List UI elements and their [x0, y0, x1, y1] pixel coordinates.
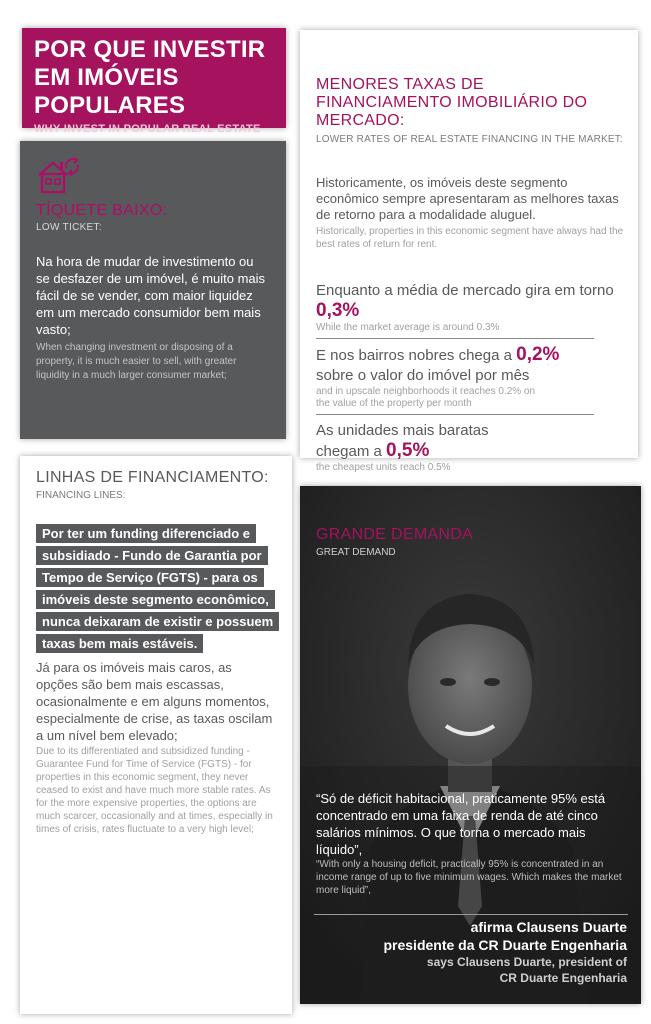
low-ticket-body-en: When changing investment or disposing of a property, it is much easier to sell, with greater liquidity in a much larger consumer market;	[36, 342, 237, 381]
page-title	[34, 36, 274, 120]
stat-text: Enquanto a média de mercado gira em torno	[316, 282, 614, 299]
stat-text: As unidades mais baratas chegam a	[316, 422, 489, 460]
signature-en-1: says Clausens Duarte, president of	[426, 955, 627, 969]
demand-heading: GRANDE DEMANDA	[316, 526, 474, 543]
financing-heading-en: FINANCING LINES:	[36, 490, 126, 501]
house-recycle-icon	[36, 155, 84, 195]
title-line-1: POR QUE INVESTIR	[34, 36, 266, 63]
page-subtitle: WHY INVEST IN POPULAR REAL ESTATE	[34, 123, 261, 135]
stat-value: 0,3%	[316, 300, 360, 321]
stat-text-2: sobre o valor do imóvel por mês	[316, 367, 530, 384]
stat-text-en: and in upscale neighborhoods it reaches 0.2% on the value of the property per month	[316, 386, 536, 409]
rates-intro-en: Historically, properties in this economic segment have always had the best rates of return for rent.	[316, 226, 624, 250]
stat-cheapest	[316, 415, 624, 478]
demand-quote-en: “With only a housing deficit, practically 95% is concentrated in an income range of up to five minimum wages. Which makes the market more liquid”,	[316, 859, 622, 896]
title-box	[22, 28, 286, 135]
low-ticket-heading-en: LOW TICKET:	[36, 222, 102, 233]
stat-text: E nos bairros nobres chega a	[316, 347, 517, 364]
financing-lines-panel	[20, 456, 292, 1014]
rates-heading: MENORES TAXAS DE FINANCIAMENTO IMOBILIÁRIO DO MERCADO:	[316, 76, 588, 129]
lower-rates-panel	[300, 30, 638, 473]
stat-market-average	[316, 275, 624, 338]
demand-header	[316, 526, 627, 558]
financing-body: Já para os imóveis mais caros, as opções são bem mais escassas, ocasionalmente e em alguns momentos, especialmente de crise, as taxas oscilam a um nível bem elevado;	[36, 660, 273, 743]
low-ticket-heading: TÍQUETE BAIXO:	[36, 202, 168, 219]
signature-en-2: CR Duarte Engenharia	[499, 971, 627, 985]
stat-text-en: the cheapest units reach 0.5%	[316, 462, 451, 473]
stat-value: 0,5%	[386, 440, 430, 461]
financing-highlight: Por ter um funding diferenciado e subsidiado - Fundo de Garantia por Tempo de Serviço (FGTS) - para os imóveis deste segmento econômico, nunca deixaram de existir e possuem taxas bem mais estáveis.	[36, 524, 279, 653]
rates-heading-en: LOWER RATES OF REAL ESTATE FINANCING IN THE MARKET:	[316, 134, 623, 145]
demand-heading-en: GREAT DEMAND	[316, 547, 396, 558]
stat-text-en: While the market average is around 0.3%	[316, 322, 500, 333]
great-demand-panel	[300, 486, 641, 1004]
financing-body-en: Due to its differentiated and subsidized funding - Guarantee Fund for Time of Service (FGTS) - for properties in this economic segment, they never ceased to exist and have much more stable rates. As for the more expensive properties, the options are much scarcer, occasionally and at times, especially in times of crisis, rates fluctuate to a very high level;	[36, 746, 273, 835]
title-line-2: EM IMÓVEIS POPULARES	[34, 64, 186, 119]
stat-value: 0,2%	[516, 344, 560, 365]
rates-intro: Historicamente, os imóveis deste segmento econômico sempre apresentaram as melhores taxas de retorno para a modalidade aluguel.	[316, 175, 619, 222]
demand-quote: “Só de déficit habitacional, praticamente 95% está concentrado em uma faixa de renda de até cinco salários mínimos. O que torna o mercado mais líquido”,	[316, 791, 606, 857]
low-ticket-panel	[20, 141, 286, 439]
signature	[383, 918, 627, 986]
financing-heading: LINHAS DE FINANCIAMENTO:	[36, 469, 269, 486]
signature-name: afirma Clausens Duarte	[470, 919, 627, 935]
stat-upscale	[316, 339, 624, 414]
divider	[314, 914, 628, 915]
low-ticket-body: Na hora de mudar de investimento ou se desfazer de um imóvel, é muito mais fácil de se vender, com maior liquidez em um mercado consumidor bem mais vasto;	[36, 254, 266, 337]
signature-title: presidente da CR Duarte Engenharia	[383, 937, 627, 953]
